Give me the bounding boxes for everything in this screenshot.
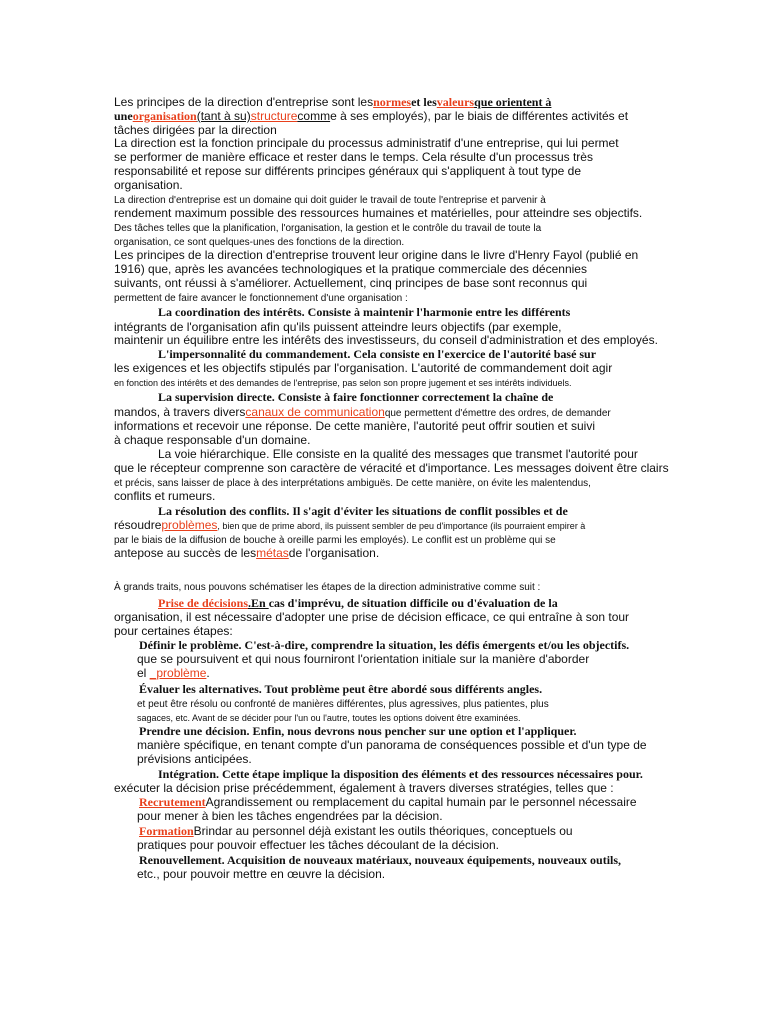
text-segment: Définir le problème. C'est-à-dire, comprendre la situation, les défis émergents et/ou les objectifs. <box>139 638 630 652</box>
text-line <box>114 248 638 262</box>
text-segment: (tant à su) <box>196 109 251 123</box>
text-segment: que permettent d'émettre des ordres, de demander <box>384 408 611 419</box>
text-line <box>114 276 587 290</box>
text-line <box>114 546 379 560</box>
text-segment: que se poursuivent et qui nous fourniront l'orientation initiale sur la manière d'aborder <box>137 652 590 666</box>
text-segment: de l'organisation. <box>288 546 380 560</box>
text-line <box>114 504 568 518</box>
text-segment: comm <box>297 109 331 123</box>
text-line <box>114 95 551 109</box>
text-segment: .En <box>248 596 269 610</box>
text-segment: Brindar au personnel déjà existant les outils théoriques, conceptuels ou <box>193 824 573 838</box>
text-line <box>137 867 385 881</box>
text-segment: La voie hiérarchique. Elle consiste en la qualité des messages que transmet l'autorité pour <box>158 447 638 461</box>
text-segment: se performer de manière efficace et rester dans le temps. Cela résulte d'un processus très <box>114 150 593 164</box>
text-segment: L'impersonnalité du commandement. Cela consiste en l'exercice de l'autorité basé sur <box>158 347 597 361</box>
text-line <box>137 666 210 680</box>
text-segment: les exigences et les objectifs stipulés par l'organisation. L'autorité de commandement doit agir <box>114 361 613 375</box>
hyperlink[interactable]: _problème <box>149 666 207 680</box>
text-line <box>114 596 558 610</box>
text-segment: une <box>114 109 133 123</box>
text-segment: La direction d'entreprise est un domaine qui doit guider le travail de toute l'entreprise et parvenir à <box>114 195 546 206</box>
text-segment: rendement maximum possible des ressources humaines et matérielles, pour atteindre ses objectifs. <box>114 206 643 220</box>
text-line <box>114 150 593 164</box>
text-line <box>137 738 647 752</box>
text-line <box>137 838 499 852</box>
text-segment: en fonction des intérêts et des demandes de l'entreprise, pas selon son propre jugement et ses intérêts individuels. <box>114 378 572 388</box>
text-segment: organisation, il est nécessaire d'adopter une prise de décision efficace, ce qui entraîne à son tour <box>114 610 630 624</box>
text-line <box>114 610 629 624</box>
text-segment: Intégration. Cette étape implique la disposition des éléments et des ressources nécessaires pour. <box>158 767 643 781</box>
text-segment: La direction est la fonction principale du processus administratif d'une entreprise, qui lui permet <box>114 136 619 150</box>
hyperlink[interactable]: problèmes <box>161 518 218 532</box>
text-segment: Les principes de la direction d'entreprise sont les <box>114 95 374 109</box>
text-segment: e à ses employés), par le biais de différentes activités et <box>330 109 629 123</box>
hyperlink[interactable]: normes <box>373 95 412 109</box>
text-segment: etc., pour pouvoir mettre en œuvre la décision. <box>137 867 386 881</box>
text-line <box>114 767 643 781</box>
text-line <box>114 624 233 638</box>
text-segment: tâches dirigées par la direction <box>114 123 277 137</box>
text-segment: Prendre une décision. Enfin, nous devrons nous pencher sur une option et l'appliquer. <box>139 724 577 738</box>
text-segment: Les principes de la direction d'entreprise trouvent leur origine dans le livre d'Henry Fayol (publié en <box>114 248 639 262</box>
text-segment: Évaluer les alternatives. Tout problème peut être abordé sous différents angles. <box>139 682 543 696</box>
text-segment: La résolution des conflits. Il s'agit d'éviter les situations de conflit possibles et de <box>158 504 568 518</box>
hyperlink[interactable]: organisation <box>132 109 197 123</box>
text-line <box>114 518 585 533</box>
text-segment: pour certaines étapes: <box>114 624 233 638</box>
text-line <box>114 109 628 123</box>
text-segment: La supervision directe. Consiste à faire fonctionner correctement la chaîne de <box>158 390 554 404</box>
text-line <box>114 390 553 404</box>
text-line <box>114 123 277 137</box>
text-line <box>114 419 595 433</box>
text-segment: responsabilité et repose sur différents principes généraux qui s'appliquent à tout type de <box>114 164 582 178</box>
text-segment: pratiques pour pouvoir effectuer les tâches découlant de la décision. <box>137 838 500 852</box>
hyperlink[interactable]: valeurs <box>436 95 475 109</box>
text-segment: intégrants de l'organisation afin qu'ils puissent atteindre leurs objectifs (par exemple, <box>114 320 562 334</box>
text-segment: antepose au succès de les <box>114 546 257 560</box>
text-line <box>114 178 183 192</box>
text-line <box>114 781 614 795</box>
text-segment: Renouvellement. Acquisition de nouveaux matériaux, nouveaux équipements, nouveaux outils, <box>139 853 622 867</box>
hyperlink[interactable]: Formation <box>139 824 194 838</box>
text-segment: Agrandissement ou remplacement du capital humain par le personnel nécessaire <box>205 795 637 809</box>
text-segment: manière spécifique, en tenant compte d'un panorama de conséquences possible et d'un type de <box>137 738 647 752</box>
text-segment: résoudre <box>114 518 162 532</box>
text-segment: maintenir un équilibre entre les intérêts des investisseurs, du conseil d'administration et des employés. <box>114 333 658 347</box>
hyperlink[interactable]: Recrutement <box>139 795 206 809</box>
text-segment: et peut être résolu ou confronté de manières différentes, plus agressives, plus patientes, plus <box>137 699 549 710</box>
text-segment: cas d'imprévu, de situation difficile ou d'évaluation de la <box>268 596 558 610</box>
text-segment: . <box>206 666 210 680</box>
text-line <box>114 320 562 334</box>
text-segment: , bien que de prime abord, ils puissent sembler de peu d'importance (ils pourraient empirer à <box>217 521 586 531</box>
text-line <box>114 164 581 178</box>
text-line <box>114 375 572 390</box>
text-line <box>137 809 443 823</box>
text-segment: et les <box>411 95 437 109</box>
text-line <box>114 447 638 461</box>
text-segment: mandos, à travers divers <box>114 405 246 419</box>
text-segment: organisation, ce sont quelques-unes des fonctions de la direction. <box>114 237 405 248</box>
text-segment: et précis, sans laisser de place à des interprétations ambiguës. De cette manière, on évite les malentendus, <box>114 478 591 489</box>
text-segment: par le biais de la diffusion de bouche à oreille parmi les employés). Le conflit est un problème qui se <box>114 535 556 546</box>
text-segment: exécuter la décision prise précédemment, également à travers diverses stratégies, telles que : <box>114 781 614 795</box>
text-line <box>114 347 596 361</box>
text-segment: organisation. <box>114 178 183 192</box>
text-segment: pour mener à bien les tâches engendrées par la décision. <box>137 809 443 823</box>
text-line <box>114 136 619 150</box>
text-segment: que le récepteur comprenne son caractère de véracité et d'importance. Les messages doivent être clairs <box>114 461 669 475</box>
text-line <box>114 461 669 475</box>
text-segment: permettent de faire avancer le fonctionnement d'une organisation : <box>114 293 408 304</box>
text-line <box>137 652 589 666</box>
hyperlink[interactable]: métas <box>256 546 289 560</box>
text-line <box>114 290 408 306</box>
text-line <box>114 433 310 447</box>
text-segment: La coordination des intérêts. Consiste à maintenir l'harmonie entre les différents <box>158 305 571 319</box>
text-segment: sagaces, etc. Avant de se décider pour l'un ou l'autre, toutes les options doivent être examinées. <box>137 713 521 723</box>
text-segment: prévisions anticipées. <box>137 752 252 766</box>
text-segment: à chaque responsable d'un domaine. <box>114 433 311 447</box>
text-segment: que orientent à <box>474 95 552 109</box>
text-line <box>114 361 612 375</box>
text-line <box>114 333 658 347</box>
hyperlink[interactable]: structure <box>250 109 298 123</box>
text-segment: el <box>137 666 150 680</box>
text-line <box>114 489 215 503</box>
text-segment: informations et recevoir une réponse. De cette manière, l'autorité peut offrir soutien et suivi <box>114 419 595 433</box>
text-segment: suivants, ont réussi à s'améliorer. Actuellement, cinq principes de base sont reconnus qui <box>114 276 588 290</box>
hyperlink[interactable]: Prise de décisions <box>158 596 248 610</box>
text-line <box>114 262 587 276</box>
text-line <box>114 206 642 220</box>
text-segment: conflits et rumeurs. <box>114 489 216 503</box>
text-line <box>137 752 252 766</box>
text-line <box>114 305 570 319</box>
text-segment: 1916) que, après les avancées technologiques et la pratique commerciale des décennies <box>114 262 587 276</box>
text-line <box>137 710 521 725</box>
text-segment: Des tâches telles que la planification, l'organisation, la gestion et le contrôle du travail de toute la <box>114 223 542 234</box>
text-line <box>114 579 540 595</box>
hyperlink[interactable]: canaux de communication <box>245 405 385 419</box>
text-segment: À grands traits, nous pouvons schématiser les étapes de la direction administrative comme suit : <box>114 582 541 593</box>
